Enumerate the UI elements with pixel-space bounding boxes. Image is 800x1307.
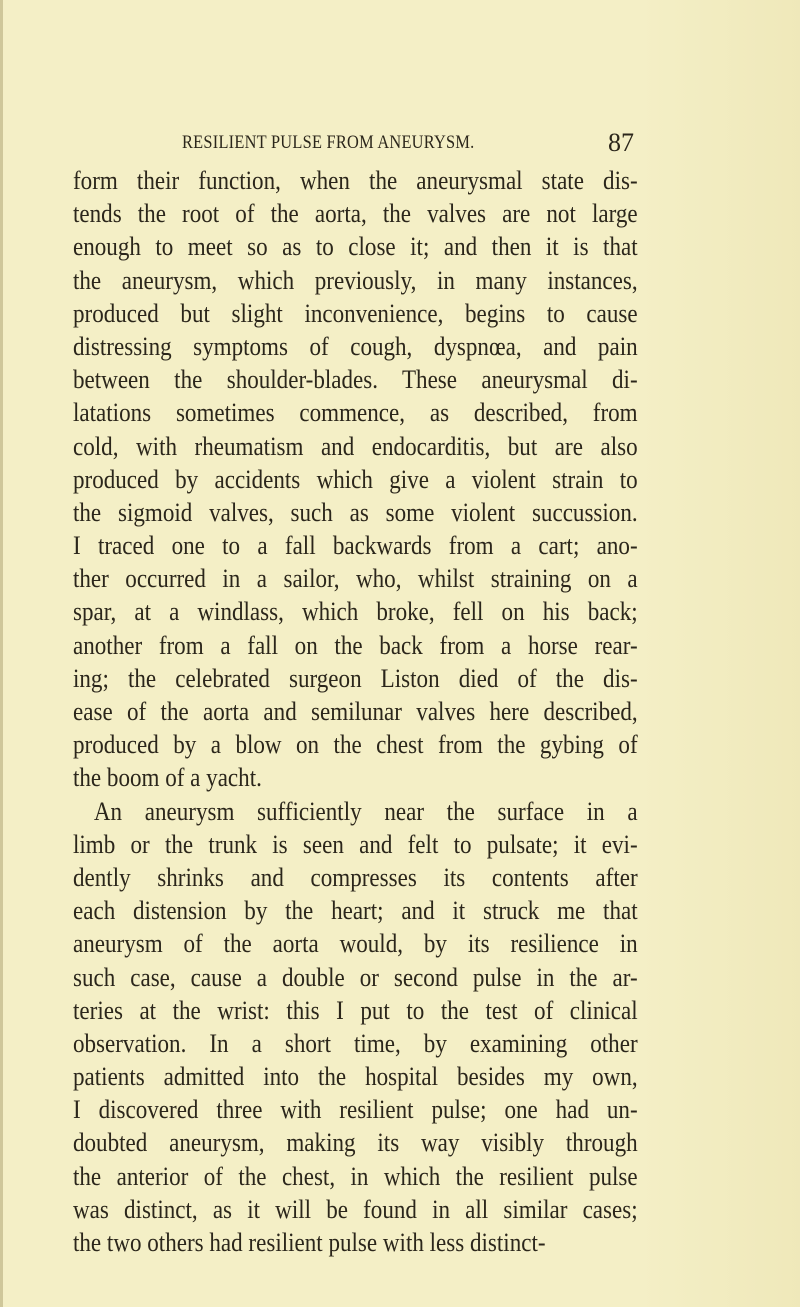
page-number: 87 (608, 128, 634, 157)
text-line: ease of the aorta and semilunar valves here described, (73, 696, 638, 726)
text-line: produced by accidents which give a violent strain to (73, 463, 638, 494)
text-line: produced by a blow on the chest from the gybing of (73, 729, 638, 760)
text-line: the two others had resilient pulse with less distinct- (73, 1227, 546, 1257)
text-line: patients admitted into the hospital besides my own, (73, 1061, 638, 1092)
text-line: observation. In a short time, by examining other (73, 1027, 638, 1058)
text-line: I discovered three with resilient pulse; one had un- (73, 1094, 638, 1125)
text-line: I traced one to a fall backwards from a cart; ano- (73, 530, 638, 561)
text-line: the boom of a yacht. (73, 762, 262, 793)
text-line: between the shoulder-blades. These aneurysmal di- (73, 364, 638, 395)
text-line: form their function, when the aneurysmal state dis- (73, 165, 638, 195)
text-line: ing; the celebrated surgeon Liston died of the dis- (73, 662, 638, 693)
text-line: ther occurred in a sailor, who, whilst straining on a (73, 563, 638, 594)
text-line: doubted aneurysm, making its way visibly through (73, 1127, 638, 1158)
page-shading (640, 0, 800, 1307)
text-line: another from a fall on the back from a horse rear- (73, 629, 638, 660)
text-line: cold, with rheumatism and endocarditis, but are also (73, 430, 638, 461)
running-head: RESILIENT PULSE FROM ANEURYSM. (182, 132, 475, 153)
text-line: spar, at a windlass, which broke, fell on his back; (73, 596, 638, 627)
text-line: dently shrinks and compresses its contents after (73, 861, 638, 892)
text-line: the sigmoid valves, such as some violent succussion. (73, 496, 638, 527)
page-edge (0, 0, 3, 1307)
text-line: limb or the trunk is seen and felt to pulsate; it evi- (73, 828, 638, 859)
text-line: aneurysm of the aorta would, by its resilience in (73, 928, 638, 959)
text-line: distressing symptoms of cough, dyspnœa, and pain (73, 330, 638, 361)
text-line: the anterior of the chest, in which the resilient pulse (73, 1160, 638, 1191)
text-line: An aneurysm sufficiently near the surface in a (93, 795, 638, 826)
body-text (73, 164, 638, 1259)
text-line: such case, cause a double or second pulse in the ar- (73, 961, 638, 992)
text-line: latations sometimes commence, as described, from (73, 397, 638, 428)
text-line: the aneurysm, which previously, in many instances, (73, 264, 638, 295)
text-line: each distension by the heart; and it struck me that (73, 895, 638, 926)
text-line: was distinct, as it will be found in all similar cases; (73, 1193, 638, 1224)
text-line: produced but slight inconvenience, begins to cause (73, 297, 638, 328)
text-line: enough to meet so as to close it; and then it is that (73, 231, 638, 262)
text-line: teries at the wrist: this I put to the test of clinical (73, 994, 638, 1025)
text-line: tends the root of the aorta, the valves are not large (73, 198, 638, 229)
